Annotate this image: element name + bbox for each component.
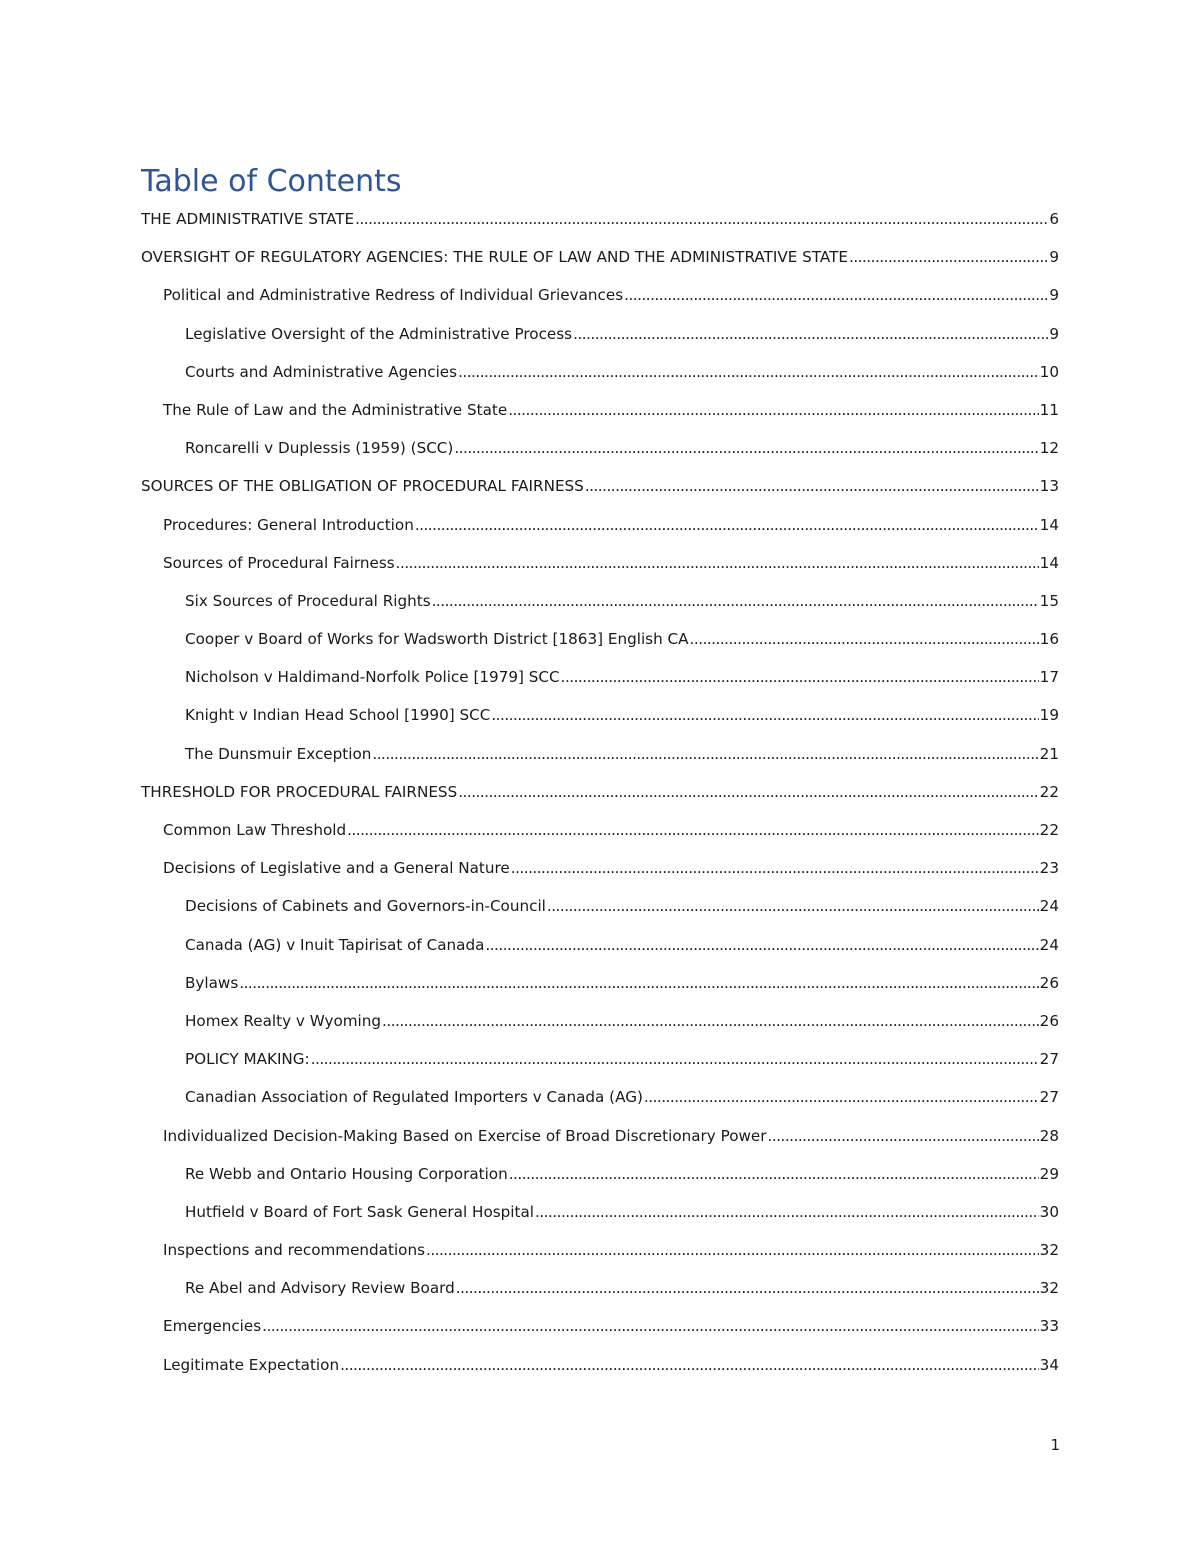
toc-entry-title[interactable]: Bylaws	[185, 973, 239, 992]
toc-entry[interactable]	[141, 432, 1059, 470]
toc-entry-page-number[interactable]: 27	[1039, 1050, 1059, 1069]
toc-entry[interactable]	[141, 470, 1059, 508]
toc-entry[interactable]	[141, 318, 1059, 356]
toc-entry-title[interactable]: Canadian Association of Regulated Importers v Canada (AG)	[185, 1088, 643, 1107]
dot-leader	[396, 547, 1039, 579]
toc-entry-page-number[interactable]: 30	[1039, 1202, 1059, 1221]
dot-leader	[573, 318, 1048, 350]
toc-entry-page-number[interactable]: 12	[1039, 439, 1059, 458]
toc-entry-title[interactable]: Nicholson v Haldimand-Norfolk Police [1979] SCC	[185, 668, 560, 687]
toc-entry-title[interactable]: POLICY MAKING:	[185, 1050, 310, 1069]
dot-leader	[508, 394, 1038, 426]
toc-entry[interactable]	[141, 1234, 1059, 1272]
dot-leader	[340, 1349, 1039, 1381]
toc-entry[interactable]	[141, 1005, 1059, 1043]
dot-leader	[509, 1158, 1039, 1190]
toc-entry-page-number[interactable]: 14	[1039, 515, 1059, 534]
toc-entry[interactable]	[141, 814, 1059, 852]
table-of-contents	[141, 203, 1059, 1387]
toc-entry-title[interactable]: Emergencies	[163, 1317, 262, 1336]
toc-entry-page-number[interactable]: 16	[1039, 630, 1059, 649]
dot-leader	[644, 1081, 1039, 1113]
toc-entry-title[interactable]: Canada (AG) v Inuit Tapirisat of Canada	[185, 935, 485, 954]
toc-entry[interactable]	[141, 547, 1059, 585]
toc-entry-page-number[interactable]: 24	[1039, 897, 1059, 916]
toc-entry-title[interactable]: Political and Administrative Redress of Individual Grievances	[163, 286, 624, 305]
toc-entry-title[interactable]: Decisions of Cabinets and Governors-in-Council	[185, 897, 546, 916]
dot-leader	[372, 738, 1038, 770]
toc-entry[interactable]	[141, 279, 1059, 317]
dot-leader	[382, 1005, 1039, 1037]
toc-entry-page-number[interactable]: 11	[1039, 400, 1059, 419]
dot-leader	[456, 1272, 1039, 1304]
toc-entry[interactable]	[141, 699, 1059, 737]
dot-leader	[458, 356, 1039, 388]
toc-entry[interactable]	[141, 661, 1059, 699]
toc-entry-title[interactable]: Individualized Decision-Making Based on Exercise of Broad Discretionary Power	[163, 1126, 767, 1145]
dot-leader	[535, 1196, 1039, 1228]
toc-entry-page-number[interactable]: 28	[1039, 1126, 1059, 1145]
dot-leader	[311, 1043, 1039, 1075]
toc-entry-title[interactable]: Hutfield v Board of Fort Sask General Hospital	[185, 1202, 534, 1221]
toc-entry-page-number[interactable]: 9	[1049, 248, 1059, 267]
toc-entry-title[interactable]: The Dunsmuir Exception	[185, 744, 372, 763]
toc-entry-page-number[interactable]: 32	[1039, 1279, 1059, 1298]
dot-leader	[347, 814, 1039, 846]
toc-entry[interactable]	[141, 967, 1059, 1005]
toc-entry[interactable]	[141, 241, 1059, 279]
toc-entry[interactable]	[141, 203, 1059, 241]
toc-entry-page-number[interactable]: 19	[1039, 706, 1059, 725]
toc-entry-title[interactable]: Common Law Threshold	[163, 821, 347, 839]
toc-entry[interactable]	[141, 890, 1059, 928]
dot-leader	[561, 661, 1039, 693]
toc-entry-page-number[interactable]: 13	[1039, 477, 1059, 496]
dot-leader	[432, 585, 1039, 617]
toc-entry[interactable]	[141, 738, 1059, 776]
dot-leader	[849, 241, 1048, 273]
toc-entry-title[interactable]: The Rule of Law and the Administrative State	[163, 400, 508, 419]
toc-entry[interactable]	[141, 394, 1059, 432]
toc-entry-page-number[interactable]: 22	[1039, 782, 1059, 801]
toc-entry-page-number[interactable]: 22	[1039, 821, 1059, 839]
toc-entry[interactable]	[141, 1158, 1059, 1196]
toc-entry[interactable]	[141, 1043, 1059, 1081]
toc-entry-page-number[interactable]: 26	[1039, 1011, 1059, 1030]
dot-leader	[491, 699, 1038, 731]
toc-entry[interactable]	[141, 356, 1059, 394]
toc-entry[interactable]	[141, 1120, 1059, 1158]
dot-leader	[415, 509, 1039, 541]
toc-entry-page-number[interactable]: 10	[1039, 362, 1059, 381]
toc-entry-title[interactable]: Legitimate Expectation	[163, 1355, 340, 1374]
dot-leader	[239, 967, 1038, 999]
toc-entry-title[interactable]: Courts and Administrative Agencies	[185, 362, 458, 381]
toc-entry-page-number[interactable]: 24	[1039, 935, 1059, 954]
toc-entry-page-number[interactable]: 33	[1039, 1317, 1059, 1336]
toc-entry-title[interactable]: Legislative Oversight of the Administrative Process	[185, 324, 573, 343]
dot-leader	[585, 470, 1039, 502]
toc-entry[interactable]	[141, 1310, 1059, 1348]
toc-entry-title[interactable]: Decisions of Legislative and a General Nature	[163, 859, 510, 878]
toc-entry[interactable]	[141, 1081, 1059, 1119]
toc-entry-page-number[interactable]: 6	[1049, 210, 1059, 228]
toc-entry-title[interactable]: Six Sources of Procedural Rights	[185, 591, 431, 610]
dot-leader	[624, 279, 1048, 311]
toc-entry-page-number[interactable]: 9	[1049, 324, 1059, 343]
dot-leader	[458, 776, 1038, 808]
toc-entry-page-number[interactable]: 14	[1039, 553, 1059, 572]
toc-entry[interactable]	[141, 1196, 1059, 1234]
toc-entry-title[interactable]: Re Webb and Ontario Housing Corporation	[185, 1164, 508, 1183]
toc-entry-page-number[interactable]: 9	[1049, 286, 1059, 305]
toc-entry-title[interactable]: THRESHOLD FOR PROCEDURAL FAIRNESS	[141, 782, 458, 801]
toc-entry[interactable]	[141, 1272, 1059, 1310]
toc-entry[interactable]	[141, 509, 1059, 547]
toc-entry-title[interactable]: Sources of Procedural Fairness	[163, 553, 395, 572]
toc-entry-page-number[interactable]: 21	[1039, 744, 1059, 763]
dot-leader	[262, 1310, 1039, 1342]
toc-entry-title[interactable]: Procedures: General Introduction	[163, 515, 414, 534]
page-number: 1	[1050, 1436, 1060, 1454]
toc-entry[interactable]	[141, 776, 1059, 814]
dot-leader	[547, 890, 1039, 922]
toc-entry-page-number[interactable]: 29	[1039, 1164, 1059, 1183]
toc-entry-title[interactable]: Roncarelli v Duplessis (1959) (SCC)	[185, 439, 454, 458]
toc-entry-title[interactable]: Knight v Indian Head School [1990] SCC	[185, 706, 491, 725]
toc-entry-page-number[interactable]: 17	[1039, 668, 1059, 687]
toc-entry-page-number[interactable]: 23	[1039, 859, 1059, 878]
dot-leader	[355, 203, 1048, 235]
dot-leader	[454, 432, 1038, 464]
toc-entry[interactable]	[141, 929, 1059, 967]
toc-entry-page-number[interactable]: 34	[1039, 1355, 1059, 1374]
toc-entry-page-number[interactable]: 26	[1039, 973, 1059, 992]
toc-entry-title[interactable]: Cooper v Board of Works for Wadsworth District [1863] English CA	[185, 630, 689, 649]
toc-entry-page-number[interactable]: 15	[1039, 591, 1059, 610]
toc-entry-title[interactable]: Homex Realty v Wyoming	[185, 1011, 382, 1030]
dot-leader	[511, 852, 1039, 884]
toc-entry-title[interactable]: THE ADMINISTRATIVE STATE	[141, 210, 355, 228]
toc-entry-page-number[interactable]: 27	[1039, 1088, 1059, 1107]
toc-entry-page-number[interactable]: 32	[1039, 1241, 1059, 1260]
toc-entry-title[interactable]: OVERSIGHT OF REGULATORY AGENCIES: THE RULE OF LAW AND THE ADMINISTRATIVE STATE	[141, 248, 848, 267]
toc-entry-title[interactable]: Inspections and recommendations	[163, 1241, 425, 1260]
toc-heading: Table of Contents	[141, 164, 402, 199]
toc-entry[interactable]	[141, 623, 1059, 661]
dot-leader	[485, 929, 1038, 961]
toc-entry[interactable]	[141, 585, 1059, 623]
toc-entry-title[interactable]: SOURCES OF THE OBLIGATION OF PROCEDURAL FAIRNESS	[141, 477, 584, 496]
dot-leader	[768, 1120, 1039, 1152]
toc-entry[interactable]	[141, 852, 1059, 890]
toc-entry[interactable]	[141, 1349, 1059, 1387]
dot-leader	[426, 1234, 1039, 1266]
toc-entry-title[interactable]: Re Abel and Advisory Review Board	[185, 1279, 455, 1298]
dot-leader	[690, 623, 1039, 655]
